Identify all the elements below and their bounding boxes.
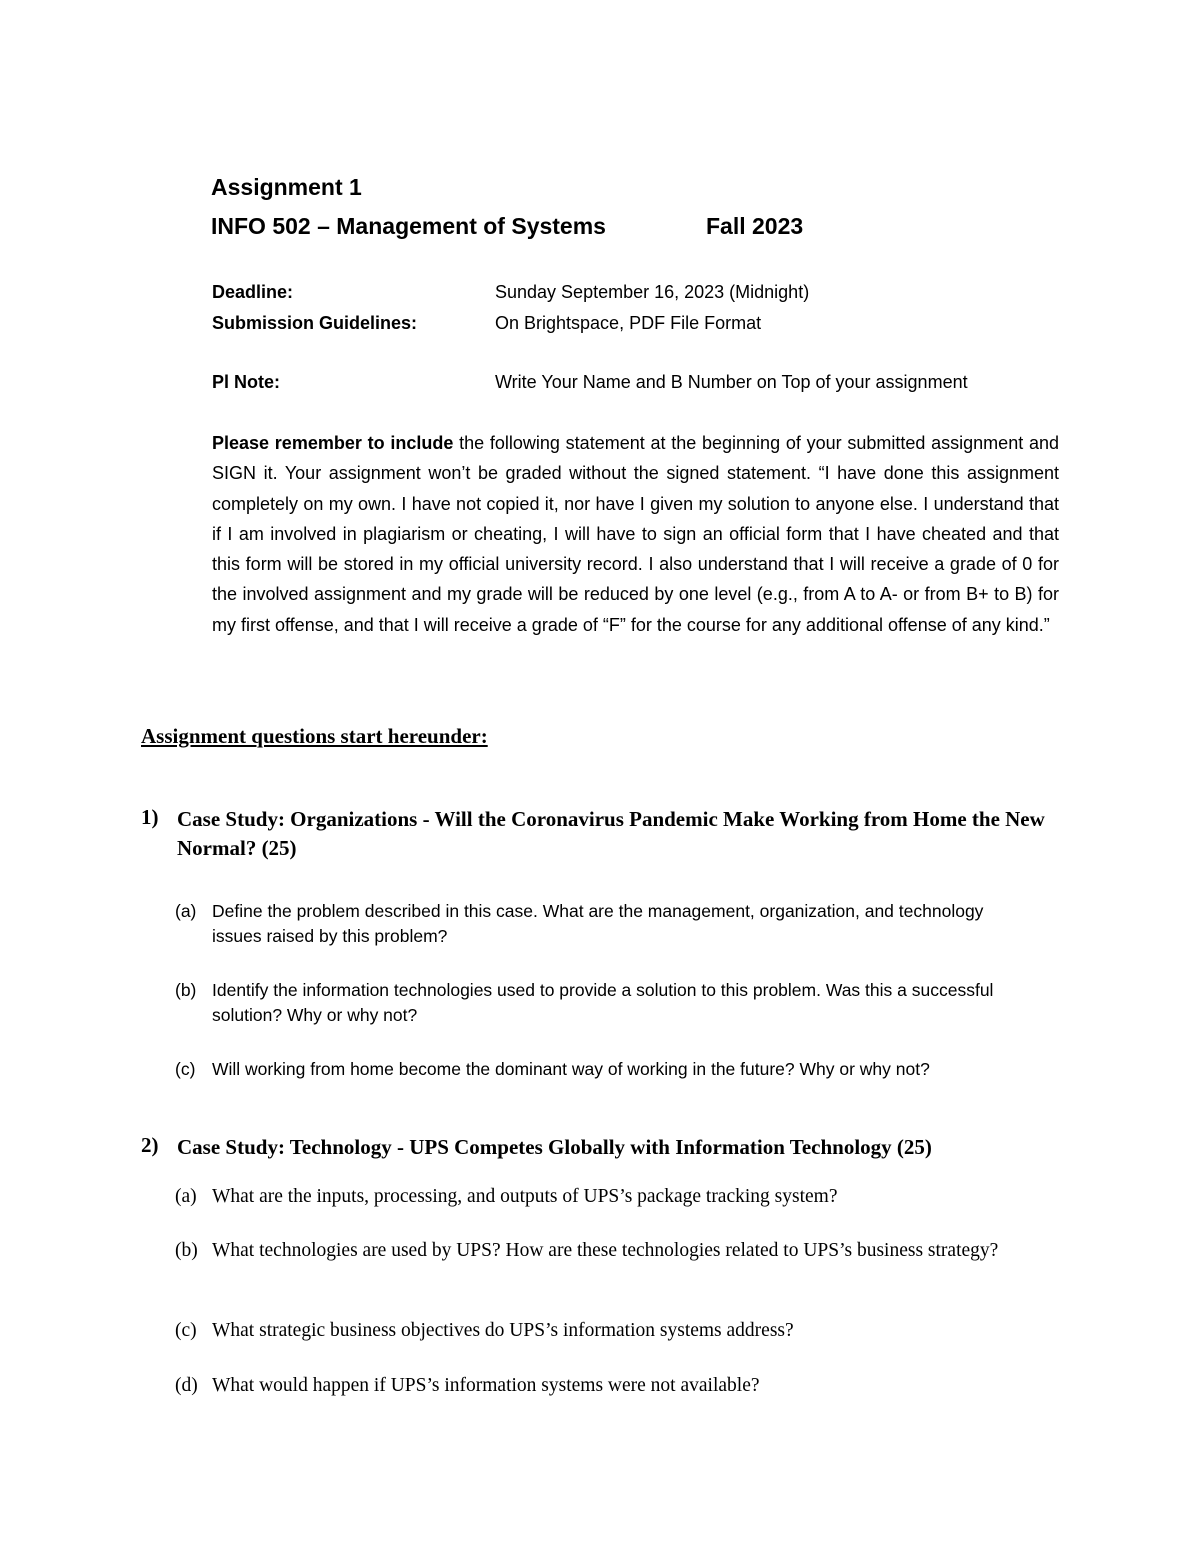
sub-question-text: What are the inputs, processing, and outputs of UPS’s package tracking system? — [212, 1186, 838, 1207]
sub-question-label: (a) — [175, 1186, 197, 1207]
sub-question-text: What strategic business objectives do UPS’s information systems address? — [212, 1320, 794, 1341]
sub-question-text: Identify the information technologies used to provide a solution to this problem. Was this a successful solution? Why or why not? — [212, 980, 994, 1025]
section-heading: Assignment questions start hereunder: — [141, 724, 488, 748]
sub-question-text: What technologies are used by UPS? How are these technologies related to UPS’s business strategy? — [212, 1240, 999, 1261]
assignment-title: Assignment 1 — [211, 174, 362, 200]
deadline-value: Sunday September 16, 2023 (Midnight) — [495, 282, 810, 302]
term-label: Fall 2023 — [706, 213, 804, 239]
sub-question-label: (b) — [175, 980, 197, 1000]
question-number: 2) — [141, 1133, 159, 1157]
submission-label: Submission Guidelines: — [212, 313, 418, 333]
course-title: INFO 502 – Management of Systems — [211, 213, 606, 239]
statement-body: the following statement at the beginning of your submitted assignment and SIGN it. Your assignment won’t be graded without the signed statement. “I have done this assignment completely on my own. I have not copied it, nor have I given my solution to anyone else. I understand that if I am involved in plagiarism or cheating, I will have to sign an official form that I have cheated and that this form will be stored in my official university record. I also understand that I will receive a grade of 0 for the involved assignment and my grade will be reduced by one level (e.g., from A to A- or from B+ to B) for my first offense, and that I will receive a grade of “F” for the course for any additional offense of any kind.” — [212, 433, 1059, 635]
submission-value: On Brightspace, PDF File Format — [495, 313, 762, 333]
sub-question-label: (b) — [175, 1240, 198, 1261]
question-number: 1) — [141, 805, 159, 829]
note-label: Pl Note: — [212, 372, 281, 392]
sub-question-label: (d) — [175, 1375, 198, 1396]
sub-question-label: (c) — [175, 1320, 197, 1341]
sub-question-label: (c) — [175, 1059, 196, 1079]
honor-statement — [212, 428, 1059, 640]
sub-question-label: (a) — [175, 901, 197, 921]
sub-question-text: Will working from home become the dominant way of working in the future? Why or why not? — [212, 1059, 930, 1079]
note-value: Write Your Name and B Number on Top of your assignment — [495, 372, 968, 392]
sub-question-text: Define the problem described in this case. What are the management, organization, and technology issues raised by this problem? — [212, 901, 984, 946]
deadline-label: Deadline: — [212, 282, 294, 302]
question-title: Case Study: Technology - UPS Competes Globally with Information Technology (25) — [177, 1135, 932, 1159]
sub-question-text: What would happen if UPS’s information systems were not available? — [212, 1375, 760, 1396]
question-title: Case Study: Organizations - Will the Coronavirus Pandemic Make Working from Home the New Normal? (25) — [177, 807, 1045, 860]
statement-lead: Please remember to include — [212, 433, 454, 453]
